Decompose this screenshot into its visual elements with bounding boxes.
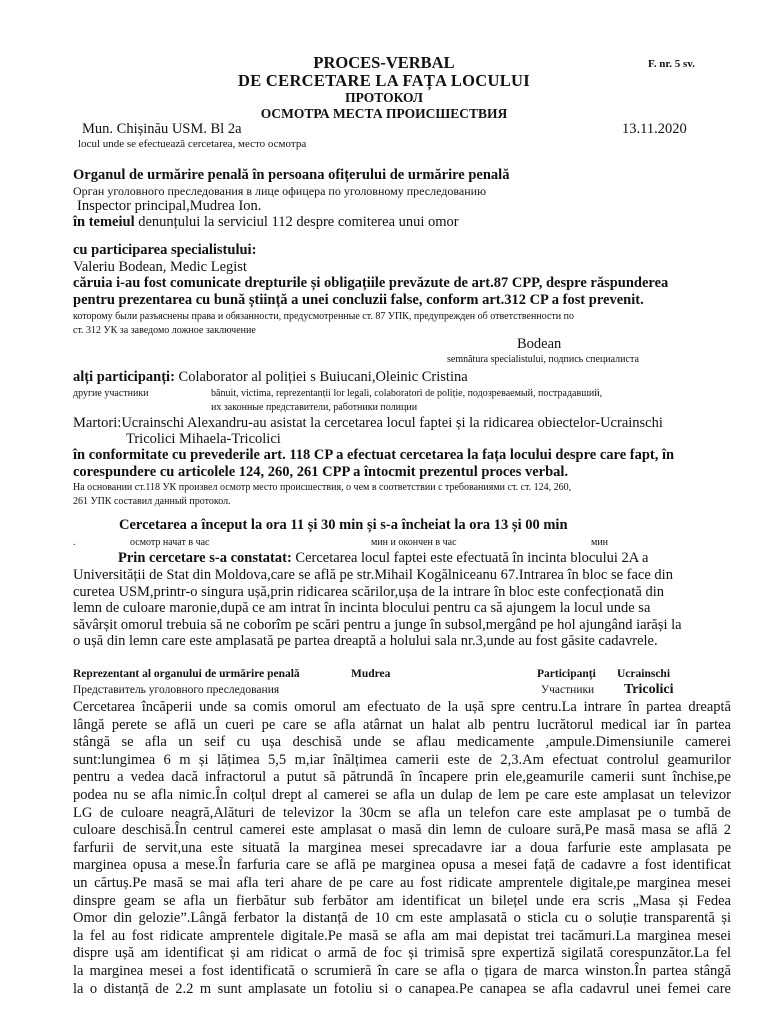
rep-ru: Представитель уголовного преследования: [73, 684, 280, 696]
body-line: stângă se afla un seif cu ușa deschisă unde se aflau medicamente ,ampule.Dimensiunile camerei: [73, 734, 731, 751]
rep-name: Mudrea: [351, 668, 391, 680]
body-line: la marginea mesei a fost identificată o scrumieră în care se afla o țigara de marca winston.În partea stângă: [73, 962, 731, 979]
participants-ru: Участники: [541, 684, 595, 696]
rights-line-1: căruia i-au fost comunicate drepturile și obligațiile prevăzute de art.87 CPP, despre răspunderea: [73, 275, 669, 291]
others-line: [73, 369, 468, 386]
witnesses-line-2: Tricolici Mihaela-Tricolici: [126, 431, 281, 447]
others-label: alți participanți:: [73, 369, 175, 385]
rights-ru-1: которому были разъяснены права и обязанности, предусмотренные ст. 87 УПК, предупрежден об ответственности по: [73, 311, 574, 322]
body-line: LG de culoare neagră,Alături de televizor la 30cm se afla un telefon care este amplasat pe o tumbă de: [73, 804, 731, 821]
findings-line: săvârșit omorul trebuia să ne coborîm pe scări pentru a junge în subsol,mergând pe hol ajungând iarăși la: [73, 616, 682, 633]
findings-first-line: [118, 550, 649, 567]
body-line: dispre ușă am identificat și am ridicat o armă de foc și trimisă spre expertiză sigilată corespunzător.La fel: [73, 945, 731, 962]
time-ru-min2: мин: [591, 537, 609, 548]
body-line: culoare deschisă.În centrul camerei este amplasat o masă din lemn de culoare sură,Pe masă masa se află 2: [73, 822, 731, 839]
findings-line: lemn de culoare maronie,după ce am intrat în incinta blocului pentru ca să ajungem la locul unde sa: [73, 600, 651, 616]
body-line: Cercetarea încăperii unde sa comis omorul am efectuato de la ușă spre centru.La intrare în partea dreaptă: [73, 699, 731, 715]
body-line: podea nu se afla nimic.În colțul drept al camerei se afla un dulap de lem pe care este amplasat un televizor: [73, 786, 731, 803]
form-number: F. nr. 5 sv.: [648, 58, 695, 70]
conformity-line-2: corespundere cu articolele 124, 260, 261 CPP a întocmit prezentul proces verbal.: [73, 464, 569, 480]
body-line: la o distanță de 2.2 m sunt amplasate un fotoliu si o canapea.Pe canapea se afla cadavrul unei femei care: [73, 980, 731, 997]
others-ru-label: другие участники: [73, 388, 149, 399]
findings-line: o ușă din lemn care este amplasată pe partea dreaptă a holului sala nr.3,unde au fost găsite cadavrele.: [73, 633, 658, 649]
conformity-line-1: în conformitate cu prevederile art. 118 CP a efectuat cercetarea la fața locului despre care fapt, în: [73, 447, 675, 463]
organ-heading: Organul de urmărire penală în persoana ofițerului de urmărire penală: [73, 167, 510, 183]
participants-name: Ucrainschi: [617, 668, 671, 680]
officer-value: Inspector principal,Mudrea Ion.: [77, 198, 262, 214]
others-caption-2: их законные представители, работники полиции: [211, 402, 418, 413]
body-line: Omor din gelozie”.Lângă ferbator la distanță de 10 cm este amplasată o sticla cu o soluție transparentă și: [73, 910, 731, 927]
place-value: Mun. Chișinău USM. Bl 2a: [82, 121, 242, 137]
ru-title: ПРОТОКОЛ: [345, 90, 423, 105]
witnesses-line-1: Martori:Ucrainschi Alexandru-au asistat la cercetarea locul faptei și la ridicarea obiectelor-Ucrainschi: [73, 415, 663, 431]
body-line: lângă perete se află un cueri pe care se afla atârnat un halat alb pentru lucrătorul medical iar în partea: [73, 716, 731, 733]
time-line: Cercetarea a început la ora 11 și 30 min și s-a încheiat la ora 13 și 00 min: [119, 517, 568, 533]
rights-ru-2: ст. 312 УК за заведомо ложное заключение: [73, 325, 256, 336]
findings-label: Prin cercetare s-a constatat:: [118, 550, 292, 566]
findings-line-0: Cercetarea locul faptei este efectuată în incinta blocului 2A a: [295, 550, 649, 566]
specialist-name: Valeriu Bodean, Medic Legist: [73, 259, 247, 275]
ru-subtitle: ОСМОТРА МЕСТА ПРОИСШЕСТВИЯ: [260, 106, 508, 121]
basis-text: denunțului la serviciul 112 despre comiterea unui omor: [138, 214, 459, 230]
others-value: Colaborator al poliției s Buiucani,Oleinic Cristina: [178, 369, 468, 385]
body-line: la fel au fost ridicate amprentele digitale.Pe masă se afla am mai depistat trei tacămuri.La marginea mesei: [73, 927, 731, 944]
specialist-heading: cu participarea specialistului:: [73, 242, 257, 258]
specialist-signature: Bodean: [517, 336, 562, 352]
body-line: sunt:lungimea 6 m și lățimea 5,5 m,iar înălțimea camerii este de 2,3.Am efectuat controlul geamurilor: [73, 751, 731, 768]
others-caption-1: bănuit, victima, reprezentanții lor legali, colaboratori de poliție, подозреваемый, пострадавший,: [211, 388, 603, 399]
rep-label: Reprezentant al organului de urmărire penală: [73, 668, 300, 680]
place-caption: locul unde se efectuează cercetarea, место осмотра: [78, 138, 307, 150]
inspection-body: [73, 699, 731, 998]
body-line: un cărtuș.Pe masă se mai afla teri ahare de pe care au fost ridicate amprentele digitale,pe marginea mesei: [73, 874, 731, 891]
conformity-ru-2: 261 УПК составил данный протокол.: [73, 496, 231, 507]
time-ru-start: осмотр начат в час: [130, 537, 210, 548]
participants-name-2: Tricolici: [624, 682, 674, 697]
doc-subtitle: DE CERCETARE LA FAȚA LOCULUI: [237, 71, 530, 90]
conformity-ru-1: На основании ст.118 УК произвел осмотр место происшествия, о чем в соответствии с требованиями ст. ст. 124, 260,: [73, 482, 572, 493]
basis-line: [73, 214, 459, 231]
time-dot: .: [73, 537, 76, 548]
participants-label: Participanți: [537, 668, 596, 680]
time-ru-min1: мин и окончен в час: [371, 537, 457, 548]
findings-line: Universității de Stat din Moldova,care se află pe str.Mihail Kogălniceanu 67.Intrarea în bloc se face din: [73, 567, 673, 583]
basis-label: în temeiul: [73, 214, 135, 230]
body-line: pentru a vedea dacă infractorul a putut să pătrundă în încapere prin ele,geamurile camerii sunt închise,pe: [73, 769, 731, 786]
date-value: 13.11.2020: [622, 121, 687, 137]
body-line: marginea opusa a mese.În farfuria care se află pe marginea opusa a mesei față de cadavre a fost identificat: [73, 857, 731, 874]
organ-ru: Орган уголовного преследования в лице офицера по уголовному преследованию: [73, 184, 487, 198]
rights-line-2: pentru prezentarea cu bună știință a unei concluzii false, conform art.312 CP a fost prevenit.: [73, 292, 644, 308]
signature-caption: semnătura specialistului, подпись специалиста: [447, 354, 639, 365]
findings-line: curetea USM,printr-o singura ușă,prin ridicarea scărilor,ușa de la intrare în bloc este confecționată din: [73, 583, 664, 600]
findings-body: [73, 567, 731, 650]
body-line: farfurii de servit,una este situată la marginea mesei sprecadavre iar a doua farfurie este amplasata pe: [73, 839, 731, 856]
doc-title: PROCES-VERBAL: [313, 53, 455, 72]
body-line: dinspre geam se afla un fierbătur sub ferbător am identificat un bilețel unde era scris „Masa și Fedea: [73, 892, 731, 909]
